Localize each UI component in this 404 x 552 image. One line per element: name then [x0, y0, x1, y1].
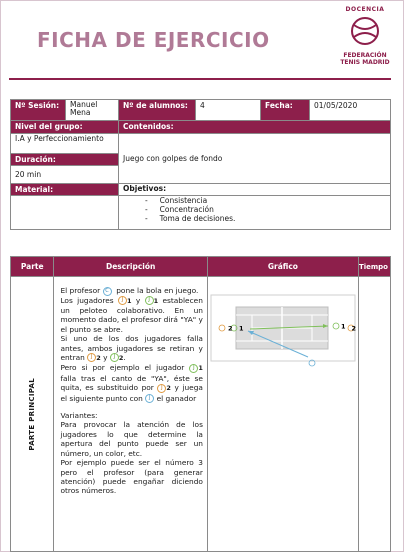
date-label: Fecha: [261, 100, 310, 121]
court-diagram [208, 291, 358, 371]
duration-value: 20 min [11, 166, 119, 184]
objectives-label-text: Objetivos: [123, 184, 167, 193]
right-player-number: 2 [351, 324, 356, 333]
desc-paragraph: Pero si por ejemplo el jugador J 1 falla tras el canto de "YA", éste se quita, es substituido por J 2 y juega el siguiente punto con J el ganador [60, 363, 203, 403]
objectives-label [119, 184, 391, 196]
page-title: FICHA DE EJERCICIO [37, 28, 270, 52]
objective-item: - Consistencia [145, 196, 208, 205]
material-label: Material: [11, 184, 119, 196]
session-value: Manuel Mena [66, 100, 119, 121]
objective-item: - Toma de decisiones. [145, 214, 236, 223]
part-name: PARTE PRINCIPAL [28, 377, 37, 451]
player-icon: J [145, 296, 154, 305]
contents-value: Juego con golpes de fondo [119, 134, 391, 184]
coach-icon: C [103, 287, 112, 296]
students-label: Nº de alumnos: [119, 100, 196, 121]
player-icon: J [145, 394, 154, 403]
description-cell [54, 277, 208, 552]
logo-category: DOCENCIA [345, 6, 385, 13]
player-icon: J [110, 353, 119, 362]
material-value [11, 196, 119, 230]
left-player-number: 1 [238, 324, 244, 333]
desc-paragraph: Por ejemplo puede ser el número 3 pero el profesor (para generar atención) puede engañar diciendo otros números. [60, 458, 203, 496]
desc-paragraph: Los jugadores J 1 y J 1 establecen un peloteo colaborativo. En un momento dado, el profesor dirá "YA" y el punto se abre. [60, 295, 203, 334]
desc-paragraph: El profesor C pone la bola en juego. [60, 286, 199, 295]
left-player-number: 2 [227, 324, 233, 333]
part-cell [11, 277, 54, 552]
player-icon: J [87, 353, 96, 362]
col-graphic-header: Gráfico [207, 257, 358, 277]
objectives-list [119, 196, 391, 230]
session-info-table [10, 99, 391, 230]
logo-org-line1: FEDERACIÓN [343, 52, 387, 59]
player-icon: J [118, 296, 127, 305]
graphic-cell [207, 277, 358, 552]
students-value: 4 [196, 100, 261, 121]
desc-variants-title: Variantes: [60, 411, 98, 421]
col-time-header: Tiempo [358, 257, 390, 277]
group-label: Nivel del grupo: [11, 121, 119, 134]
contents-label: Contenidos: [119, 121, 391, 134]
tennis-ball-logo-icon [350, 16, 380, 46]
player-icon: J [189, 364, 198, 373]
player-icon: J [157, 384, 166, 393]
desc-paragraph: Para provocar la atención de los jugadores lo que determine la apertura del punto puede ser un número, un color, etc. [60, 420, 203, 458]
col-description-header: Descripción [54, 257, 208, 277]
group-value: I.A y Perfeccionamiento [11, 134, 119, 154]
date-value: 01/05/2020 [310, 100, 391, 121]
exercise-table [10, 256, 391, 552]
desc-spacer [60, 403, 203, 411]
logo-org-line2: TENIS MADRID [340, 59, 390, 66]
desc-paragraph: Si uno de los dos jugadores falla antes, ambos jugadores se retiran y entran J 2 y J 2. [60, 334, 203, 362]
duration-label: Duración: [11, 154, 119, 166]
federation-logo [329, 6, 401, 66]
objective-item: - Concentración [145, 205, 214, 214]
session-label: Nº Sesión: [11, 100, 66, 121]
right-player-number: 1 [340, 322, 346, 331]
exercise-description [54, 277, 207, 500]
time-cell [358, 277, 390, 552]
header-divider [9, 78, 391, 80]
col-part-header: Parte [11, 257, 54, 277]
